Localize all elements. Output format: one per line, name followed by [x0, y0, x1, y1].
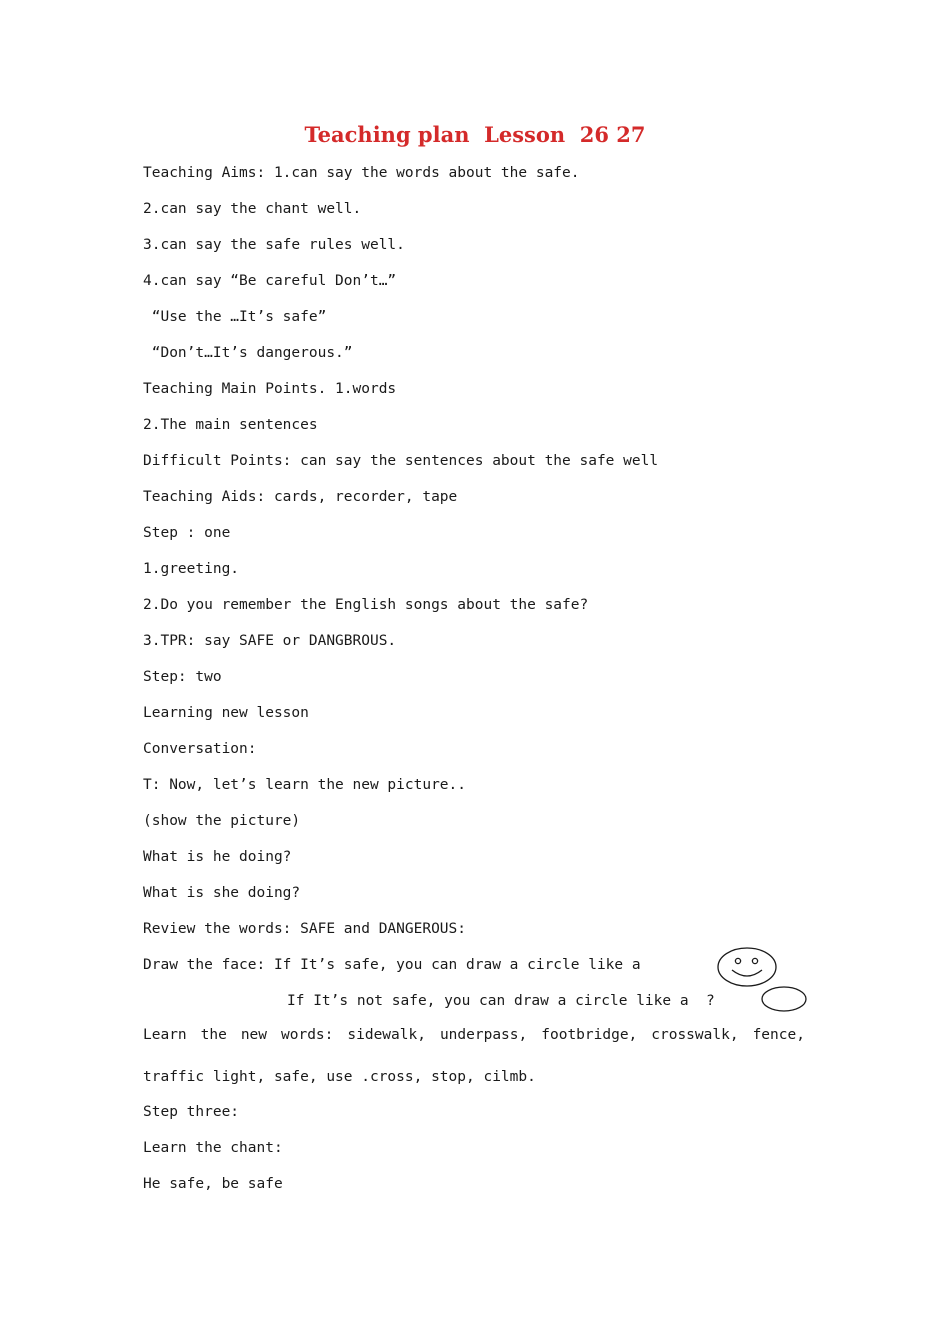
- text-line: Learning new lesson: [143, 705, 309, 721]
- text-line: Teaching Aids: cards, recorder, tape: [143, 489, 458, 505]
- word: words:: [281, 1027, 334, 1043]
- text-line: Review the words: SAFE and DANGEROUS:: [143, 921, 467, 937]
- word: sidewalk,: [347, 1027, 426, 1043]
- text-line: He safe, be safe: [143, 1176, 283, 1192]
- text-line-indented: If It’s not safe, you can draw a circle like a ?: [287, 993, 715, 1009]
- word: underpass,: [439, 1027, 528, 1043]
- text-line: 2.The main sentences: [143, 417, 318, 433]
- word: new: [240, 1027, 268, 1043]
- text-line: 3.can say the safe rules well.: [143, 237, 405, 253]
- text-line: 4.can say “Be careful Don’t…”: [143, 273, 397, 289]
- word: Learn: [143, 1027, 187, 1043]
- text-line: (show the picture): [143, 813, 301, 829]
- text-line: 1.greeting.: [143, 561, 240, 577]
- text-line: Step: two: [143, 669, 222, 685]
- text-line: Conversation:: [143, 741, 257, 757]
- text-line: Teaching Main Points. 1.words: [143, 381, 397, 397]
- new-words-line: [143, 1025, 805, 1045]
- text-line: “Use the …It’s safe”: [143, 309, 327, 325]
- word: crosswalk,: [651, 1027, 739, 1043]
- word: fence,: [752, 1027, 805, 1043]
- text-line: Draw the face: If It’s safe, you can draw a circle like a: [143, 957, 641, 973]
- text-line: 3.TPR: say SAFE or DANGBROUS.: [143, 633, 397, 649]
- document-title: Teaching plan Lesson 26 27: [304, 122, 646, 147]
- word: footbridge,: [541, 1027, 638, 1043]
- text-line: 2.Do you remember the English songs about the safe?: [143, 597, 589, 613]
- text-line: Teaching Aims: 1.can say the words about the safe.: [143, 165, 580, 181]
- blank-face-icon: [760, 985, 808, 1013]
- text-line: Learn the chant:: [143, 1140, 283, 1156]
- text-line: “Don’t…It’s dangerous.”: [143, 345, 353, 361]
- text-line: Step three:: [143, 1104, 240, 1120]
- word: the: [200, 1027, 227, 1043]
- smiley-face-icon: [716, 946, 778, 988]
- text-line: 2.can say the chant well.: [143, 201, 362, 217]
- text-line: traffic light, safe, use .cross, stop, cilmb.: [143, 1069, 536, 1085]
- text-line: T: Now, let’s learn the new picture..: [143, 777, 467, 793]
- text-line: Difficult Points: can say the sentences about the safe well: [143, 453, 659, 469]
- text-line: Step : one: [143, 525, 231, 541]
- text-line: What is she doing?: [143, 885, 301, 901]
- text-line: What is he doing?: [143, 849, 292, 865]
